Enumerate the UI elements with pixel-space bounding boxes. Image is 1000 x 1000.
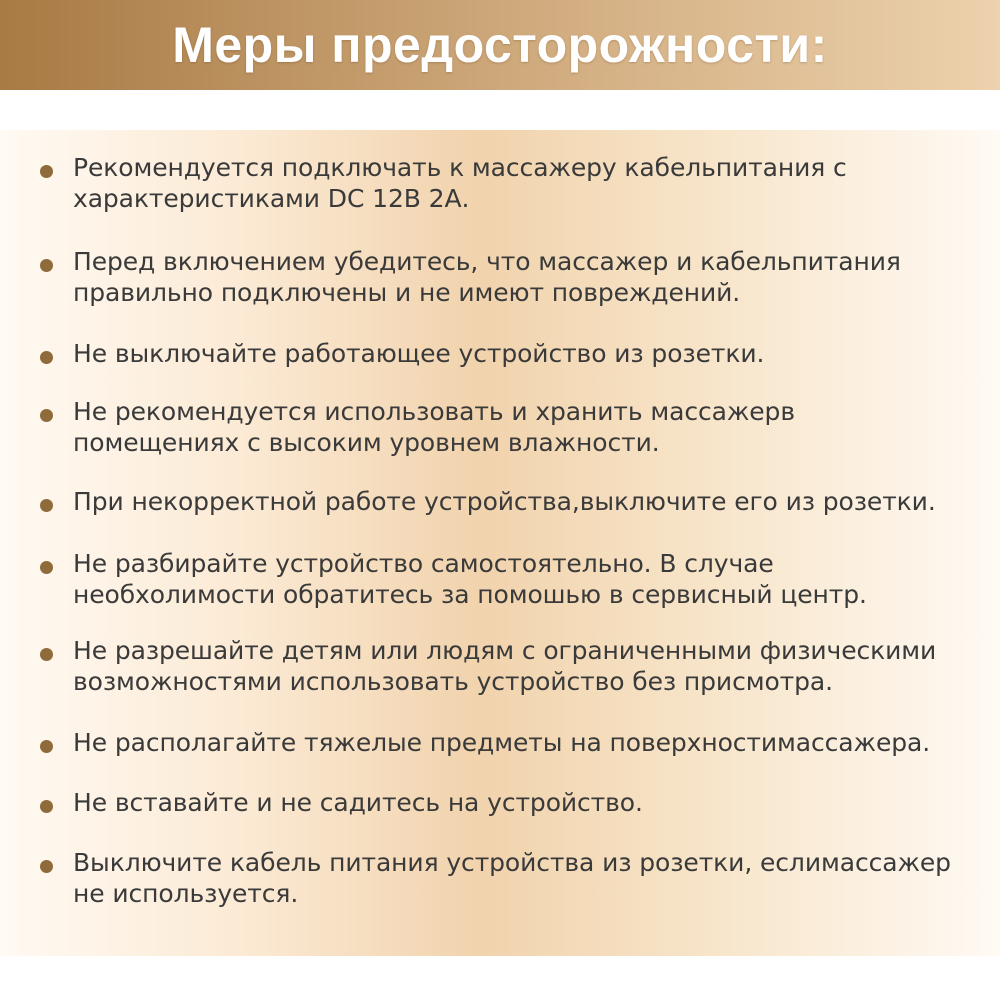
item-line: не используется. bbox=[73, 879, 299, 908]
bullet-icon bbox=[40, 740, 53, 753]
bullet-icon bbox=[40, 259, 53, 272]
item-line: помещениях с высоким уровнем влажности. bbox=[73, 428, 660, 457]
item-line: Выключите кабель питания устройства из розетки, еслимассажер bbox=[73, 848, 951, 877]
list-item bbox=[40, 847, 990, 909]
item-line: Не разрешайте детям или людям с ограниченными физическими bbox=[73, 636, 937, 665]
item-line: При некорректной работе устройства,выключите его из розетки. bbox=[73, 487, 936, 516]
page-title: Меры предосторожности: bbox=[172, 17, 828, 73]
bullet-icon bbox=[40, 165, 53, 178]
item-line: Не рекомендуется использовать и хранить массажерв bbox=[73, 397, 795, 426]
item-line: возможностями использовать устройство без присмотра. bbox=[73, 667, 833, 696]
bullet-icon bbox=[40, 561, 53, 574]
list-item bbox=[40, 152, 990, 214]
item-line: Не разбирайте устройство самостоятельно. В случае bbox=[73, 549, 774, 578]
bullet-icon bbox=[40, 860, 53, 873]
item-line: Перед включением убедитесь, что массажер и кабельпитания bbox=[73, 247, 901, 276]
item-line: характеристиками DC 12В 2А. bbox=[73, 184, 470, 213]
item-line: Не выключайте работающее устройство из розетки. bbox=[73, 339, 765, 368]
list-item bbox=[40, 787, 990, 818]
bullet-icon bbox=[40, 409, 53, 422]
list-item bbox=[40, 338, 990, 369]
item-line: Не вставайте и не садитесь на устройство. bbox=[73, 788, 643, 817]
bullet-icon bbox=[40, 648, 53, 661]
bullet-icon bbox=[40, 499, 53, 512]
item-line: Не располагайте тяжелые предметы на поверхностимассажера. bbox=[73, 728, 931, 757]
bullet-icon bbox=[40, 800, 53, 813]
title-banner bbox=[0, 0, 1000, 90]
list-item bbox=[40, 635, 990, 697]
item-line: правильно подключены и не имеют повреждений. bbox=[73, 278, 741, 307]
list-item bbox=[40, 727, 990, 758]
item-line: необхолимости обратитесь за помошью в сервисный центр. bbox=[73, 580, 867, 609]
item-line: Рекомендуется подключать к массажеру кабельпитания с bbox=[73, 153, 847, 182]
list-item bbox=[40, 486, 990, 517]
bullet-icon bbox=[40, 351, 53, 364]
list-item bbox=[40, 548, 990, 610]
list-item bbox=[40, 246, 990, 308]
precautions-panel bbox=[0, 130, 1000, 956]
list-item bbox=[40, 396, 990, 458]
